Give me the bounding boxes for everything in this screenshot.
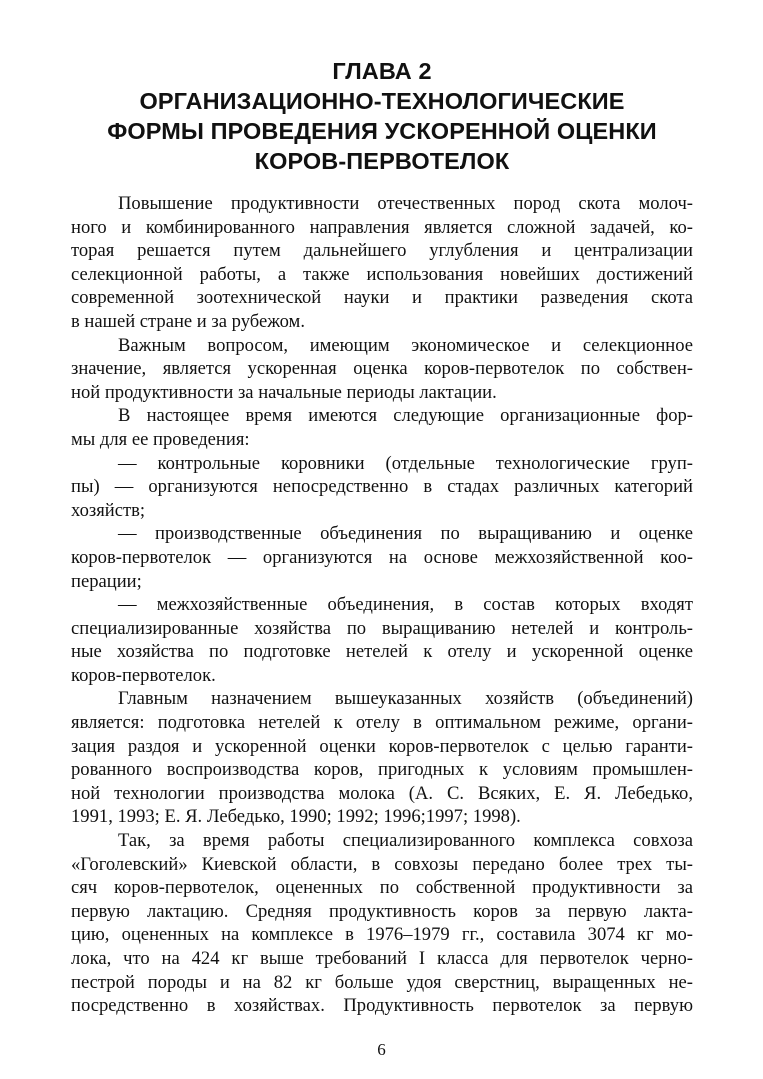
text-line: зация раздоя и ускоренной оценки коров-первотелок с целью гаранти- [71,735,693,757]
chapter-title-line: ФОРМЫ ПРОВЕДЕНИЯ УСКОРЕННОЙ ОЦЕНКИ [107,118,657,144]
text-line: пестрой породы и на 82 кг больше удоя сверстниц, выращенных не- [71,971,693,993]
paragraph [71,404,693,451]
text-line: — производственные объединения по выращиванию и оценке [118,523,693,545]
paragraph [71,334,693,405]
text-line: мы для ее проведения: [71,428,250,450]
text-line: сяч коров-первотелок, оцененных по собственной продуктивности за [71,877,693,899]
text-line: коров-первотелок. [71,664,216,686]
paragraph [71,522,693,593]
text-line: В настоящее время имеются следующие организационные фор- [118,405,693,427]
text-line: ного и комбинированного направления является сложной задачей, ко- [71,216,693,238]
text-line: Повышение продуктивности отечественных пород скота молоч- [118,193,693,214]
text-line: коров-первотелок — организуются на основе межхозяйственной коо- [71,546,693,568]
text-line: 1991, 1993; Е. Я. Лебедько, 1990; 1992; 1996;1997; 1998). [71,806,521,828]
paragraph [71,593,693,687]
chapter-heading [71,56,693,176]
body-text [71,192,693,1018]
text-line: Главным назначением вышеуказанных хозяйств (объединений) [118,688,693,710]
text-line: — межхозяйственные объединения, в состав которых входят [118,594,693,616]
text-line: ной технологии производства молока (А. С. Всяких, Е. Я. Лебедько, [71,782,693,804]
text-line: посредственно в хозяйствах. Продуктивность первотелок за первую [71,995,693,1017]
text-line: рованного воспроизводства коров, пригодных к условиям промышлен- [71,759,693,781]
text-line: современной зоотехнической науки и практики разведения скота [71,287,693,309]
text-line: перации; [71,570,142,592]
text-line: специализированные хозяйства по выращиванию нетелей и контроль- [71,617,693,639]
text-line: ные хозяйства по подготовке нетелей к отелу и ускоренной оценке [71,641,693,663]
text-line: хозяйств; [71,499,146,521]
document-page [71,56,693,1018]
text-line: селекционной работы, а также использования новейших достижений [71,263,693,285]
paragraph [71,829,693,1018]
text-line: значение, является ускоренная оценка коров-первотелок по собствен- [71,358,693,380]
chapter-number: ГЛАВА 2 [332,58,432,84]
text-line: — контрольные коровники (отдельные технологические груп- [118,452,693,474]
text-line: первую лактацию. Средняя продуктивность коров за первую лакта- [71,900,693,922]
page-number: 6 [377,1040,386,1059]
paragraph [71,687,693,829]
text-line: цию, оцененных на комплексе в 1976–1979 гг., составила 3074 кг мо- [71,924,693,946]
text-line: лока, что на 424 кг выше требований I класса для первотелок черно- [71,948,693,969]
text-line: является: подготовка нетелей к отелу в оптимальном режиме, органи- [71,712,693,734]
text-line: торая решается путем дальнейшего углубления и централизации [71,240,693,262]
text-line: в нашей стране и за рубежом. [71,310,305,332]
text-line: пы) — организуются непосредственно в стадах различных категорий [71,476,693,498]
text-line: ной продуктивности за начальные периоды лактации. [71,381,497,403]
chapter-title-line: КОРОВ-ПЕРВОТЕЛОК [254,148,510,174]
text-line: Так, за время работы специализированного комплекса совхоза [118,830,693,852]
paragraph [71,452,693,523]
paragraph [71,192,693,334]
chapter-title-line: ОРГАНИЗАЦИОННО-ТЕХНОЛОГИЧЕСКИЕ [139,88,625,114]
text-line: «Гоголевский» Киевской области, в совхозы передано более трех ты- [71,853,693,875]
text-line: Важным вопросом, имеющим экономическое и селекционное [118,334,693,356]
